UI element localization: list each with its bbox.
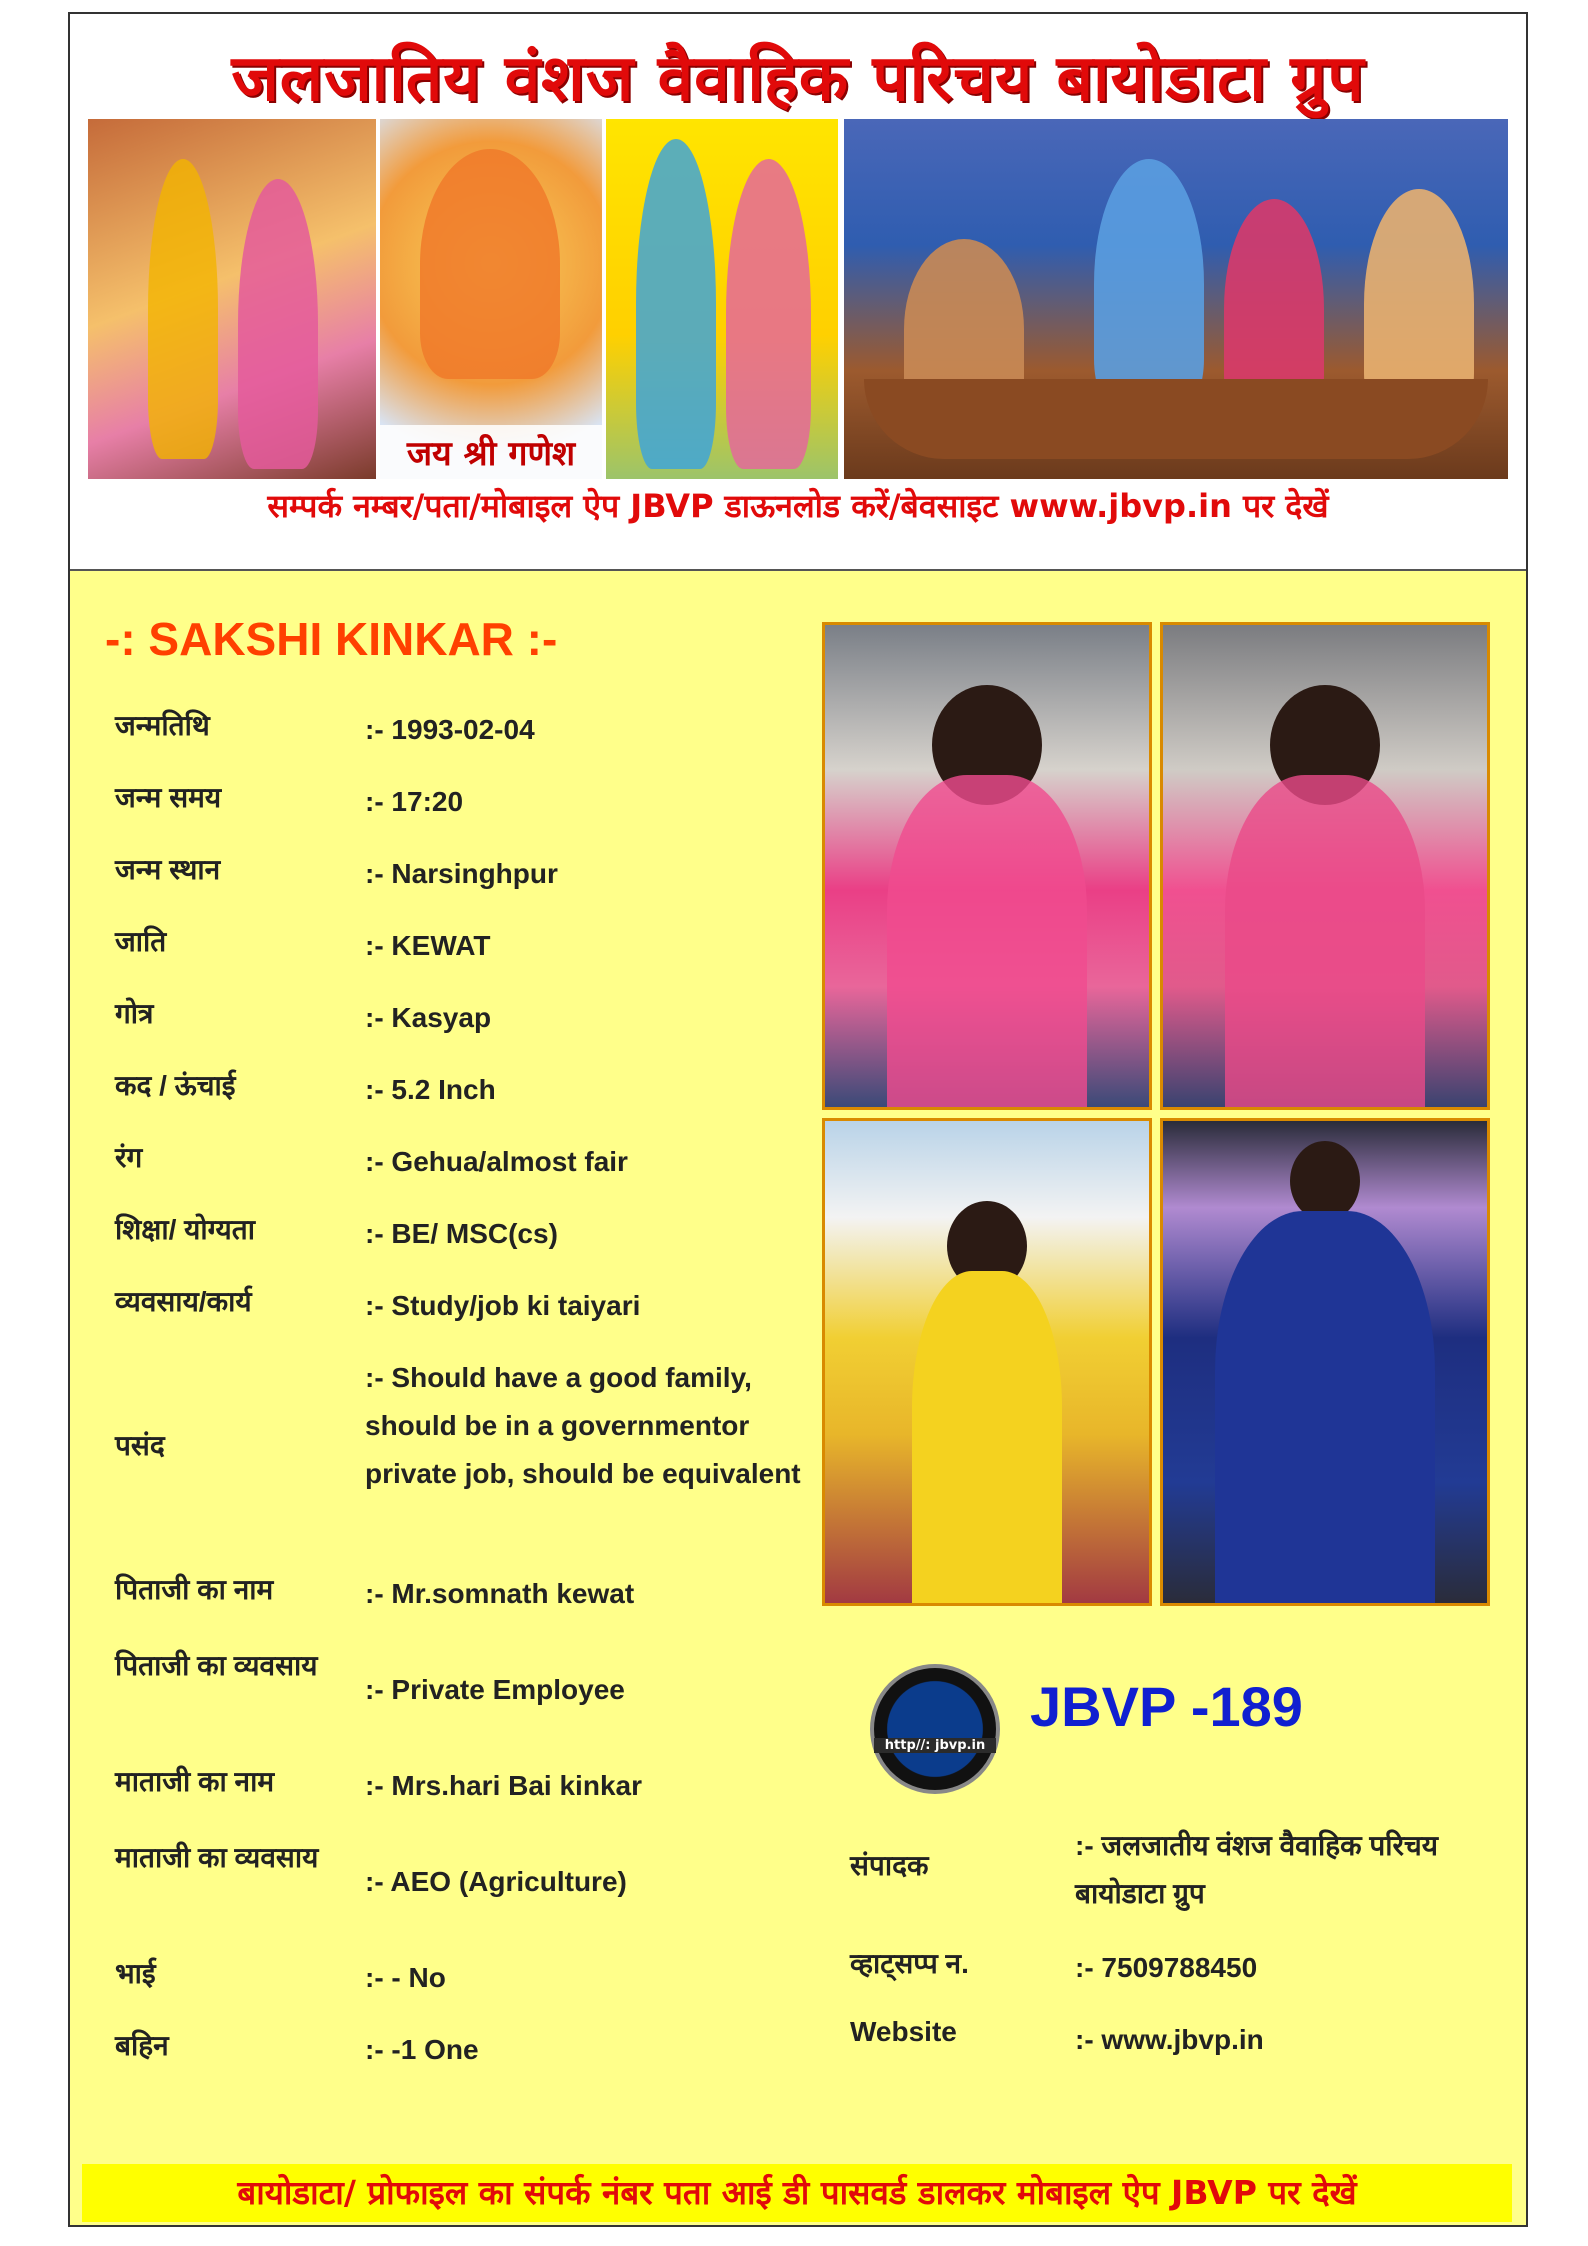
field-gotra: गोत्र :- Kasyap (115, 998, 492, 1033)
field-height: कद / ऊंचाई :- 5.2 Inch (115, 1070, 496, 1105)
field-birth-date: जन्मतिथि :- 1993-02-04 (115, 710, 535, 745)
field-mother-occupation: माताजी का व्यवसाय :- AEO (Agriculture) (115, 1842, 627, 1897)
profile-id: JBVP -189 (1030, 1675, 1303, 1738)
field-father-name: पिताजी का नाम :- Mr.somnath kewat (115, 1574, 635, 1609)
field-education: शिक्षा/ योग्यता :- BE/ MSC(cs) (115, 1214, 558, 1249)
footer-banner: बायोडाटा/ प्रोफाइल का संपर्क नंबर पता आई डी पासवर्ड डालकर मोबाइल ऐप JBVP पर देखें (82, 2164, 1512, 2222)
deity-image-ram-sita (88, 119, 376, 479)
field-birth-place: जन्म स्थान :- Narsinghpur (115, 854, 558, 889)
field-father-occupation: पिताजी का व्यवसाय :- Private Employee (115, 1650, 625, 1705)
field-complexion: रंग :- Gehua/almost fair (115, 1142, 628, 1177)
header-images (88, 119, 1508, 479)
contact-whatsapp: व्हाट्सप्प न. :- 7509788450 (850, 1948, 1258, 1983)
profile-photo-4 (1160, 1118, 1490, 1606)
profile-photo-3 (822, 1118, 1152, 1606)
deity-image-ram-sita-2 (606, 119, 838, 479)
field-brother: भाई :- - No (115, 1958, 446, 1993)
contact-subline: सम्पर्क नम्बर/पता/मोबाइल ऐप JBVP डाऊनलोड करें/बेवसाइट www.jbvp.in पर देखें (267, 487, 1329, 525)
field-mother-name: माताजी का नाम :- Mrs.hari Bai kinkar (115, 1766, 642, 1801)
profile-photo-1 (822, 622, 1152, 1110)
contact-editor: संपादक :- जलजातीय वंशज वैवाहिक परिचय बायोडाटा ग्रुप (850, 1830, 1439, 1909)
profile-name: -: SAKSHI KINKAR :- (105, 613, 558, 665)
header-banner (70, 14, 1526, 571)
page-title: जलजातिय वंशज वैवाहिक परिचय बायोडाटा ग्रुप (231, 41, 1365, 116)
field-preference: पसंद :- Should have a good family, should be in a governmentor private job, should be equivalent (115, 1362, 801, 1489)
field-birth-time: जन्म समय :- 17:20 (115, 782, 464, 817)
ganesh-label: जय श्री गणेश (380, 425, 602, 479)
field-occupation: व्यवसाय/कार्य :- Study/job ki taiyari (115, 1286, 641, 1321)
contact-website: Website :- www.jbvp.in (850, 2016, 1264, 2055)
deity-image-boat (844, 119, 1508, 479)
profile-photo-2 (1160, 622, 1490, 1110)
field-sister: बहिन :- -1 One (115, 2030, 479, 2065)
field-caste: जाति :- KEWAT (115, 926, 491, 961)
jbvp-logo: http//: jbvp.in (870, 1664, 1000, 1794)
biodata-page (68, 12, 1528, 2227)
